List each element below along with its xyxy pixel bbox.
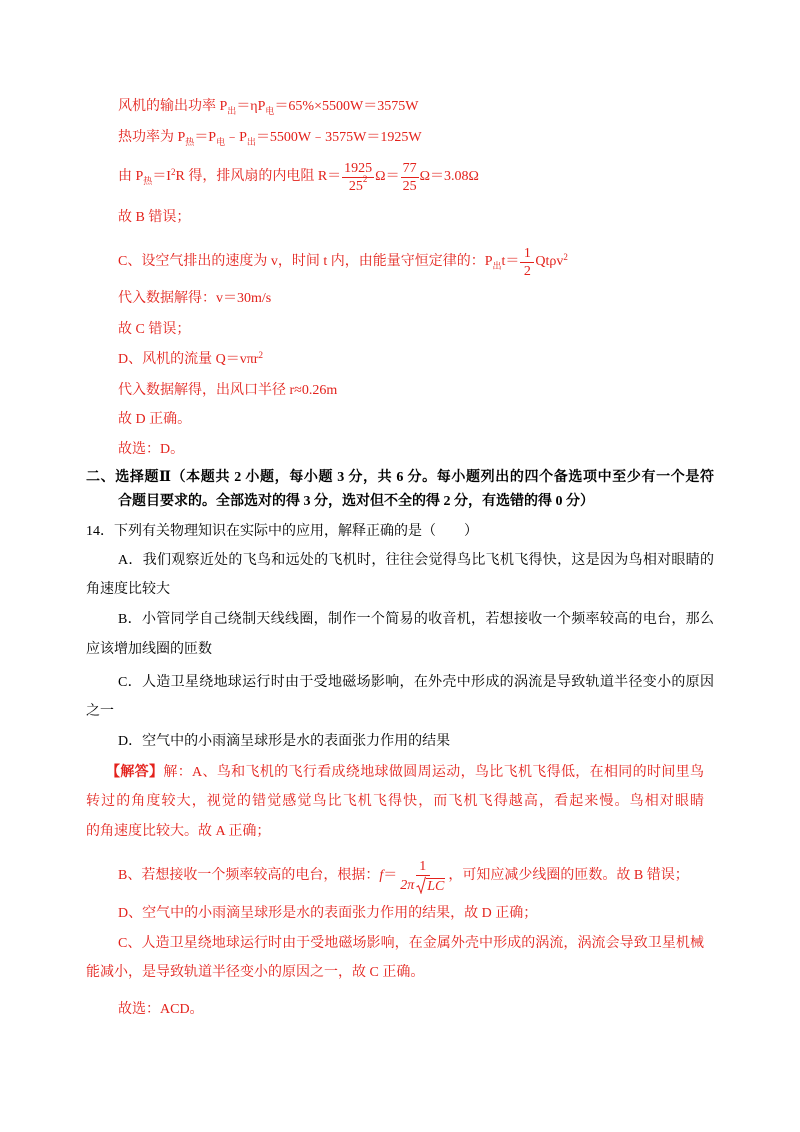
- option-a-line-2: 角速度比较大: [86, 582, 170, 597]
- fraction-numerator: 1925: [344, 160, 373, 176]
- output-power-line: [118, 96, 418, 118]
- solution-tag: 【解答】: [106, 765, 164, 780]
- text: ＝I: [152, 169, 171, 184]
- resistance-line: [118, 157, 479, 197]
- text: ＝5500W﹣3575W＝1925W: [255, 130, 422, 145]
- denominator-factor: 2π: [400, 878, 415, 893]
- previous-answer: 故选：D。: [118, 442, 185, 457]
- section-heading-line-1: 二、选择题Ⅱ（本题共 2 小题，每小题 3 分，共 6 分。每小题列出的四个备选项中至少有一个是符: [86, 470, 714, 485]
- radicand: LC: [427, 879, 445, 894]
- solution-c-line-2: 能减小，是导致轨道半径变小的原因之一，故 C 正确。: [86, 965, 425, 980]
- denominator-base: 25: [348, 178, 363, 194]
- d-flow-line: [118, 349, 263, 371]
- fraction-numerator: 1: [416, 858, 430, 876]
- text: C、设空气排出的速度为 v，时间 t 内，由能量守恒定律的：P: [118, 254, 493, 269]
- fraction-numerator: 77: [402, 160, 417, 176]
- heat-power-line: [118, 127, 422, 149]
- superscript: 2: [362, 173, 368, 184]
- text: t＝: [501, 254, 520, 269]
- fraction-one-half: [520, 245, 534, 280]
- section-heading-line-2: 合题目要求的。全部选对的得 3 分，选对但不全的得 2 分，有选错的得 0 分）: [118, 494, 594, 509]
- solution-a-text: 解：A、鸟和飞机的飞行看成绕地球做圆周运动，鸟比飞机飞得低，在相同的时间里鸟: [163, 765, 705, 780]
- text: Ω＝: [375, 169, 400, 184]
- subscript: 电: [216, 137, 226, 147]
- radical-sign-icon: [416, 876, 426, 894]
- subscript: 电: [265, 106, 275, 116]
- final-answer: 故选：ACD。: [118, 1002, 204, 1017]
- fraction-77-over-25: [401, 160, 419, 195]
- text: Ω＝3.08Ω: [419, 169, 479, 184]
- frequency-variable: f: [379, 868, 384, 883]
- text: ﹣P: [225, 130, 247, 145]
- text: ＝P: [194, 130, 217, 145]
- text: 由 P: [118, 169, 144, 184]
- solution-d-line: D、空气中的小雨滴呈球形是水的表面张力作用的结果，故 D 正确；: [118, 906, 538, 921]
- option-b-line-2: 应该增加线圈的匝数: [86, 642, 212, 657]
- fraction-1925-over-25-squared: [342, 160, 374, 195]
- c-conclusion: 故 C 错误；: [118, 322, 191, 337]
- text: ＝65%×5500W＝3575W: [274, 99, 419, 114]
- d-result: 代入数据解得，出风口半径 r≈0.26m: [118, 383, 338, 398]
- c-energy-line: [118, 242, 568, 282]
- option-c-line-1: C．人造卫星绕地球运行时由于受地磁场影响，在外壳中形成的涡流是导致轨道半径变小的原因: [118, 675, 714, 690]
- fraction-denominator: [398, 876, 447, 894]
- solution-a-line-3: 的角速度比较大。故 A 正确；: [86, 824, 271, 839]
- fraction-denominator: [347, 173, 370, 195]
- text: 热功率为 P: [118, 130, 186, 145]
- text: D、风机的流量 Q＝vπr: [118, 352, 259, 367]
- question-stem: 14．下列有关物理知识在实际中的应用，解释正确的是（ ）: [86, 524, 478, 539]
- subscript: 热: [185, 137, 195, 147]
- solution-a-line-2: 转过的角度较大，视觉的错觉感觉鸟比飞机飞得快，而飞机飞得越高，看起来慢。鸟相对眼睛: [86, 794, 704, 809]
- frequency-formula-fraction: [398, 858, 447, 894]
- superscript: 2: [563, 252, 568, 262]
- fraction-numerator: 1: [520, 245, 534, 263]
- text: B、若想接收一个频率较高的电台，根据：: [118, 868, 380, 883]
- superscript: 2: [258, 350, 263, 360]
- text: 风机的输出功率 P: [118, 99, 228, 114]
- text: ，可知应减少线圈的匝数。故 B 错误；: [448, 868, 689, 883]
- solution-a-line-1: [106, 762, 704, 784]
- solution-c-line-1: C、人造卫星绕地球运行时由于受地磁场影响，在金属外壳中形成的涡流，涡流会导致卫星机械: [118, 936, 704, 951]
- solution-b-line: [118, 856, 689, 896]
- option-b-line-1: B．小管同学自己绕制天线线圈，制作一个简易的收音机，若想接收一个频率较高的电台，那么: [118, 612, 714, 627]
- text: ＝ηP: [236, 99, 266, 114]
- square-root: [416, 876, 445, 894]
- d-conclusion: 故 D 正确。: [118, 412, 192, 427]
- superscript: 2: [170, 167, 176, 177]
- fraction-denominator: 25: [402, 178, 417, 194]
- b-conclusion: 故 B 错误；: [118, 210, 191, 225]
- subscript: 热: [143, 176, 153, 186]
- c-result: 代入数据解得：v＝30m/s: [118, 291, 272, 306]
- text: R 得，排风扇的内电阻 R＝: [175, 169, 342, 184]
- equals-sign: ＝: [383, 868, 398, 883]
- option-a-line-1: A．我们观察近处的飞鸟和远处的飞机时，往往会觉得鸟比飞机飞得快，这是因为鸟相对眼睛的: [118, 553, 714, 568]
- option-d-line-1: D．空气中的小雨滴呈球形是水的表面张力作用的结果: [118, 734, 451, 749]
- subscript: 出: [492, 261, 502, 271]
- text: Qtρv: [535, 254, 564, 269]
- subscript: 出: [246, 137, 256, 147]
- fraction-denominator: 2: [523, 263, 531, 279]
- subscript: 出: [227, 106, 237, 116]
- option-c-line-2: 之一: [86, 704, 114, 719]
